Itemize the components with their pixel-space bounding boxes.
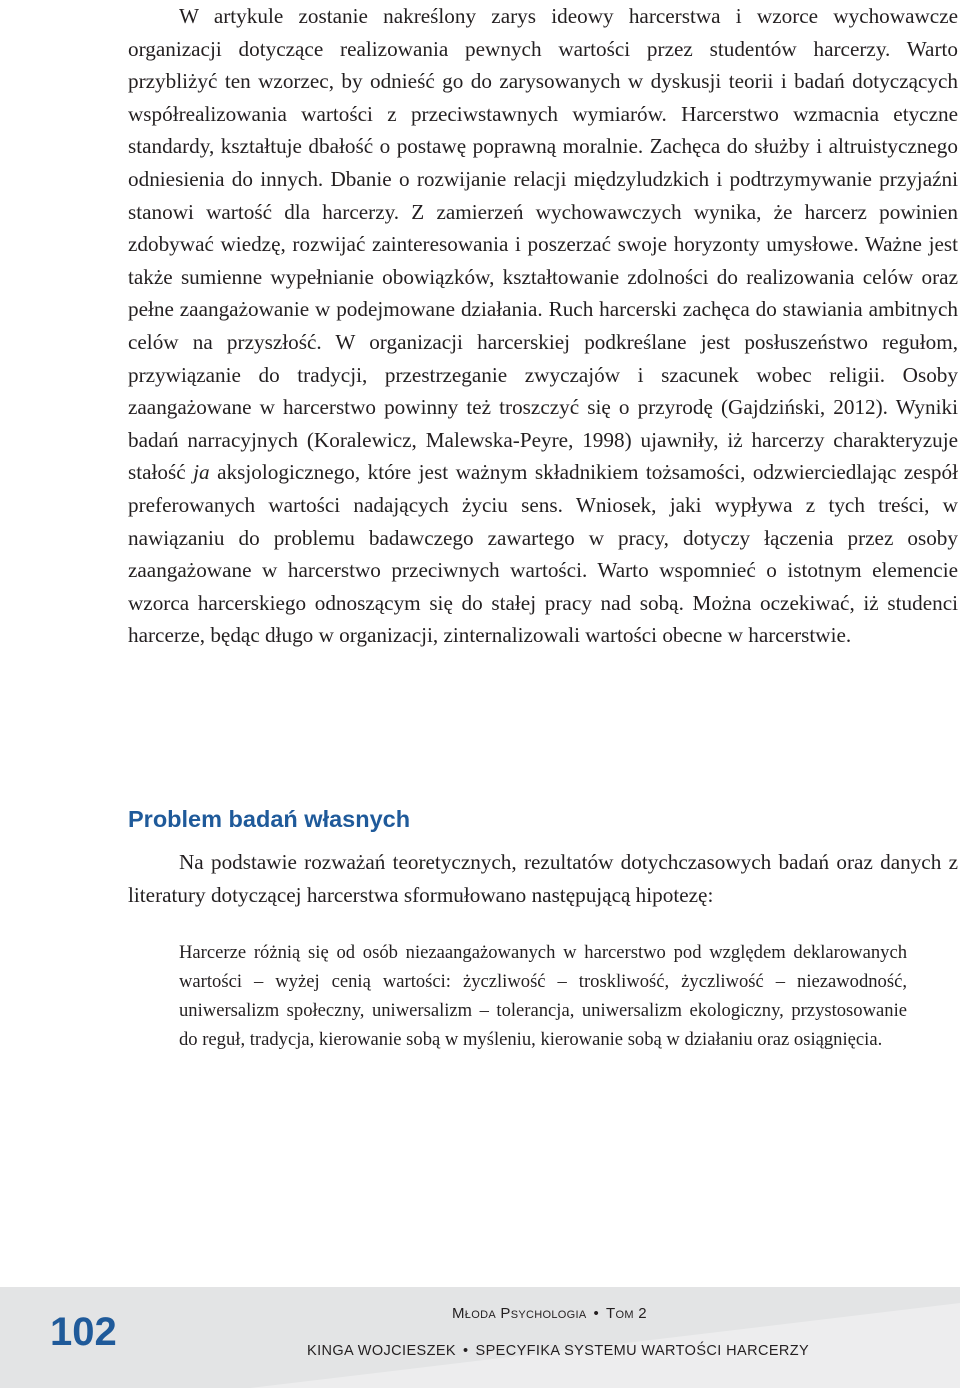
article-info xyxy=(307,1343,809,1359)
intro-paragraph-part1: W artykule zostanie nakreślony zarys ideowy harcerstwa i wzorce wychowawcze organizacji dotyczące realizowania pewnych wartości przez studentów harcerzy. Warto przybliżyć ten wzorzec, by odnieść go do zarysowanych w dyskusji teorii i badań dotyczących współrealizowania wartości z przeciwstawnych wymiarów. Harcerstwo wzmacnia etyczne standardy, kształtuje dbałość o postawę poprawną moralnie. Zachęca do służby i altruistycznego odniesienia do innych. Dbanie o rozwijanie relacji międzyludzkich i podtrzymywanie przyjaźni stanowi wartość dla harcerzy. Z zamierzeń wychowawczych wynika, że harcerz powinien zdobywać wiedzę, rozwijać zainteresowania i poszerzać swoje horyzonty umysłowe. Ważne jest także sumienne wypełnianie obowiązków, kształtowanie zdolności do realizowania celów oraz pełne zaangażowanie w podejmowane działania. Ruch harcerski zachęca do stawiania ambitnych celów na przyszłość. W organizacji harcerskiej podkreślane jest posłuszeństwo regułom, przywiązanie do tradycji, przestrzeganie zwyczajów i szacunek wobec religii. Osoby zaangażowane w harcerstwo powinny też troszczyć się o przyrodę (Gajdziński, 2012). Wyniki badań narracyjnych (Koralewicz, Malewska-Peyre, 1998) ujawniły, iż harcerzy charakteryzuje stałość xyxy=(128,4,958,485)
intro-paragraph xyxy=(128,0,958,652)
author-name: KINGA WOJCIESZEK xyxy=(307,1343,457,1359)
section-text-block xyxy=(128,846,958,911)
footer-wedge-shape xyxy=(0,1283,960,1388)
main-text-block xyxy=(128,0,958,652)
footer-band xyxy=(0,1283,960,1388)
section-heading: Problem badań własnych xyxy=(128,806,411,832)
article-title: SPECYFIKA SYSTEMU WARTOŚCI HARCERZY xyxy=(475,1343,810,1359)
section-paragraph: Na podstawie rozważań teoretycznych, rezultatów dotychczasowych badań oraz danych z literatury dotyczącej harcerstwa sformułowano następującą hipotezę: xyxy=(128,850,958,907)
hypothesis-block: Harcerze różnią się od osób niezaangażowanych w harcerstwo pod względem deklarowanych wartości – wyżej cenią wartości: życzliwość – troskliwość, życzliwość – niezawodność, uniwersalizm społeczny, uniwersalizm – tolerancja, uniwersalizm ekologiczny, przystosowanie do reguł, tradycja, kierowanie sobą w myśleniu, kierowanie sobą w działaniu oraz osiągnięcia. xyxy=(179,942,907,1050)
article-separator: • xyxy=(463,1343,469,1359)
journal-separator: • xyxy=(593,1305,600,1322)
intro-paragraph-italic: ja xyxy=(193,460,210,485)
journal-volume: Tom 2 xyxy=(606,1305,647,1322)
page-number: 102 xyxy=(50,1310,117,1354)
journal-info xyxy=(452,1305,647,1322)
journal-name: Młoda Psychologia xyxy=(452,1305,587,1322)
intro-paragraph-part2: aksjologicznego, które jest ważnym składnikiem tożsamości, odzwierciedlając zespół preferowanych wartości nadających życiu sens. Wniosek, jaki wypływa z tych treści, w nawiązaniu do problemu badawczego zawartego w pracy, dotyczy łączenia przez osoby zaangażowane w harcerstwo przeciwnych wartości. Warto wspomnieć o istotnym elemencie wzorca harcerskiego odnoszącym się do stałej pracy nad sobą. Można oczekiwać, iż studenci harcerze, będąc długo w organizacji, zinternalizowali wartości obecne w harcerstwie. xyxy=(128,460,958,648)
